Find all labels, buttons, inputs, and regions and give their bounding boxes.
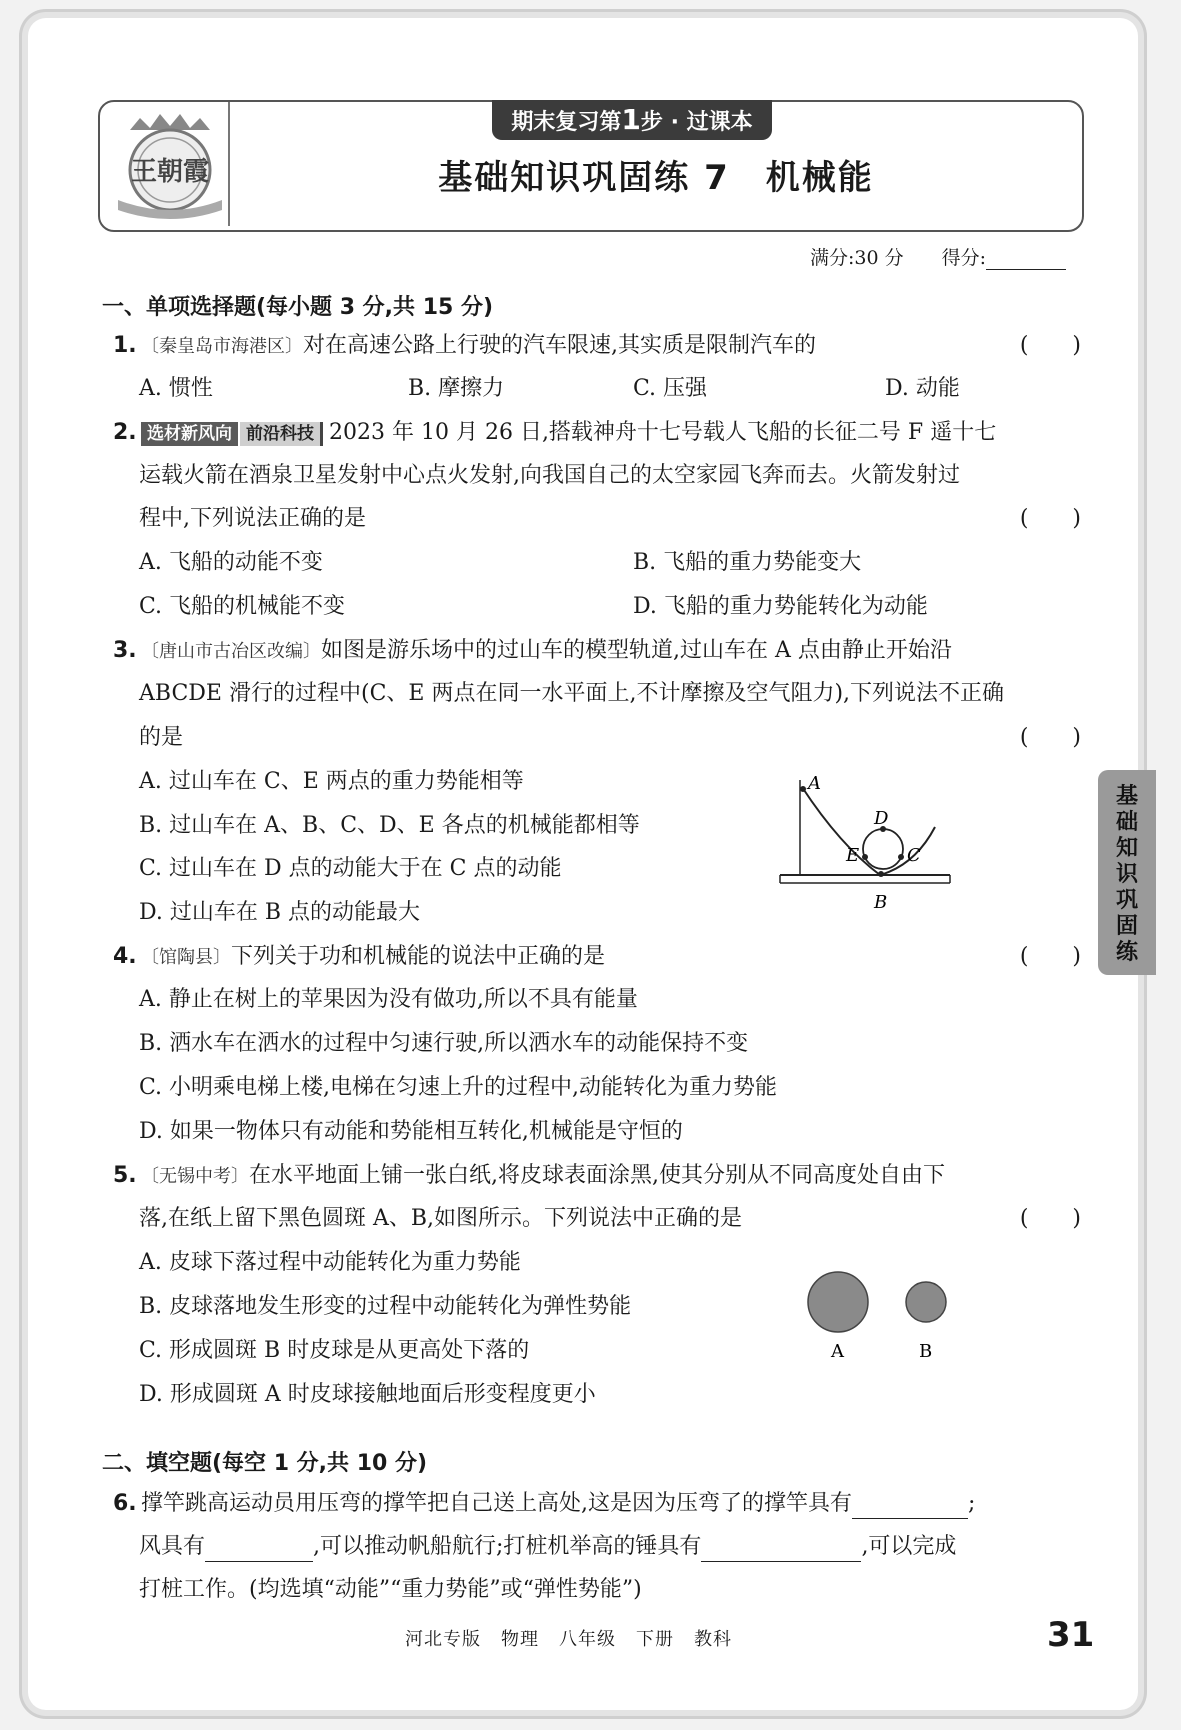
footer: 河北专版 物理 八年级 下册 教科 [405, 1629, 732, 1650]
title-header [98, 100, 1084, 232]
tag-badge: 前沿科技 [240, 422, 323, 446]
side-tab-char: 练 [1115, 940, 1138, 965]
option-c: C. 形成圆斑 B 时皮球是从更高处下落的 [139, 1338, 530, 1363]
question-text: 运载火箭在酒泉卫星发射中心点火发射,向我国自己的太空家园飞奔而去。火箭发射过 [139, 463, 960, 488]
side-tab-char: 固 [1115, 914, 1138, 939]
fill-blank[interactable] [205, 1539, 313, 1562]
spot-a [808, 1272, 868, 1332]
question-4: 4. 〔馆陶县〕下列关于功和机械能的说法中正确的是 ( ) [113, 942, 1081, 973]
question-1: 1. 〔秦皇岛市海港区〕对在高速公路上行驶的汽车限速,其实质是限制汽车的 ( ) [113, 331, 1081, 362]
option-d: D. 形成圆斑 A 时皮球接触地面后形变程度更小 [139, 1382, 596, 1407]
side-tab-char: 础 [1115, 810, 1138, 835]
point-e [862, 854, 868, 860]
option-d: D. 动能 [885, 376, 960, 401]
review-step-tag: 期末复习第1步 · 过课本 [492, 100, 772, 140]
question-text: ABCDE 滑行的过程中(C、E 两点在同一水平面上,不计摩擦及空气阻力),下列说法不正确 [139, 681, 1005, 706]
score-blank[interactable] [986, 251, 1066, 270]
question-2: 2. 选材新风向 前沿科技 2023 年 10 月 26 日,搭载神舟十七号载人飞船的长征二号 F 遥十七 [113, 420, 997, 445]
answer-paren[interactable]: ( ) [1019, 506, 1081, 531]
fill-blank[interactable] [852, 1496, 968, 1519]
option-b: B. 洒水车在洒水的过程中匀速行驶,所以洒水车的动能保持不变 [139, 1031, 749, 1056]
question-text: 的是 ( ) [139, 723, 1081, 753]
score-line: 满分:30 分 得分: [810, 243, 1066, 270]
label-a: A [831, 1341, 844, 1362]
ball-spots-figure [800, 1268, 960, 1368]
option-a: A. 飞船的动能不变 [139, 550, 323, 575]
question-6: 6. 撑竿跳高运动员用压弯的撑竿把自己送上高处,这是因为压弯了的撑竿具有 ; [113, 1489, 1081, 1519]
label-c: C [907, 845, 921, 866]
page-title: 基础知识巩固练 7 机械能 [438, 158, 874, 198]
answer-paren[interactable]: ( ) [1019, 333, 1081, 358]
brand-logo-icon [110, 108, 230, 220]
option-c: C. 压强 [633, 376, 708, 401]
point-b [878, 871, 884, 877]
page-number: 31 [1047, 1615, 1095, 1655]
side-tab-char: 知 [1115, 836, 1138, 861]
svg-text:王朝霞: 王朝霞 [130, 157, 210, 187]
tag-badge: 选材新风向 [141, 422, 238, 446]
question-5: 5. 〔无锡中考〕在水平地面上铺一张白纸,将皮球表面涂黑,使其分别从不同高度处自由下 [113, 1163, 945, 1188]
label-a: A [808, 773, 821, 794]
option-b: B. 飞船的重力势能变大 [633, 550, 862, 575]
side-tab[interactable] [1098, 770, 1156, 975]
option-b: B. 摩擦力 [408, 376, 505, 401]
option-c: C. 飞船的机械能不变 [139, 594, 346, 619]
option-a: A. 静止在树上的苹果因为没有做功,所以不具有能量 [139, 987, 638, 1012]
label-b: B [874, 892, 888, 913]
option-c: C. 过山车在 D 点的动能大于在 C 点的动能 [139, 856, 562, 881]
roller-coaster-figure [770, 765, 960, 915]
option-b: B. 皮球落地发生形变的过程中动能转化为弹性势能 [139, 1294, 632, 1319]
spot-b [906, 1282, 946, 1322]
option-a: A. 皮球下落过程中动能转化为重力势能 [139, 1250, 521, 1275]
option-d: D. 如果一物体只有动能和势能相互转化,机械能是守恒的 [139, 1119, 683, 1144]
label-b: B [919, 1341, 933, 1362]
option-c: C. 小明乘电梯上楼,电梯在匀速上升的过程中,动能转化为重力势能 [139, 1075, 778, 1100]
option-a: A. 过山车在 C、E 两点的重力势能相等 [139, 769, 524, 794]
side-tab-char: 巩 [1115, 888, 1138, 913]
side-tab-char: 识 [1115, 862, 1138, 887]
point-a [800, 786, 806, 792]
question-3: 3. 〔唐山市古冶区改编〕如图是游乐场中的过山车的模型轨道,过山车在 A 点由静止开始沿 [113, 638, 952, 663]
option-a: A. 惯性 [139, 376, 213, 401]
answer-paren[interactable]: ( ) [1019, 725, 1081, 750]
option-d: D. 过山车在 B 点的动能最大 [139, 900, 420, 925]
question-text: 打桩工作。(均选填“动能”“重力势能”或“弹性势能”) [139, 1577, 642, 1602]
option-b: B. 过山车在 A、B、C、D、E 各点的机械能都相等 [139, 813, 640, 838]
question-text: 程中,下列说法正确的是 ( ) [139, 504, 1081, 534]
label-d: D [874, 808, 889, 829]
answer-paren[interactable]: ( ) [1019, 944, 1081, 969]
point-c [898, 854, 904, 860]
side-tab-char: 基 [1115, 784, 1138, 809]
option-d: D. 飞船的重力势能转化为动能 [633, 594, 928, 619]
section-heading-fill: 二、填空题(每空 1 分,共 10 分) [102, 1451, 428, 1476]
label-e: E [846, 845, 860, 866]
section-heading-choice: 一、单项选择题(每小题 3 分,共 15 分) [102, 295, 494, 320]
question-text: 风具有 ,可以推动帆船航行;打桩机举高的锤具有 ,可以完成 [139, 1532, 1081, 1562]
question-text: 落,在纸上留下黑色圆斑 A、B,如图所示。下列说法中正确的是 ( ) [139, 1204, 1081, 1234]
answer-paren[interactable]: ( ) [1019, 1206, 1081, 1231]
fill-blank[interactable] [701, 1539, 861, 1562]
